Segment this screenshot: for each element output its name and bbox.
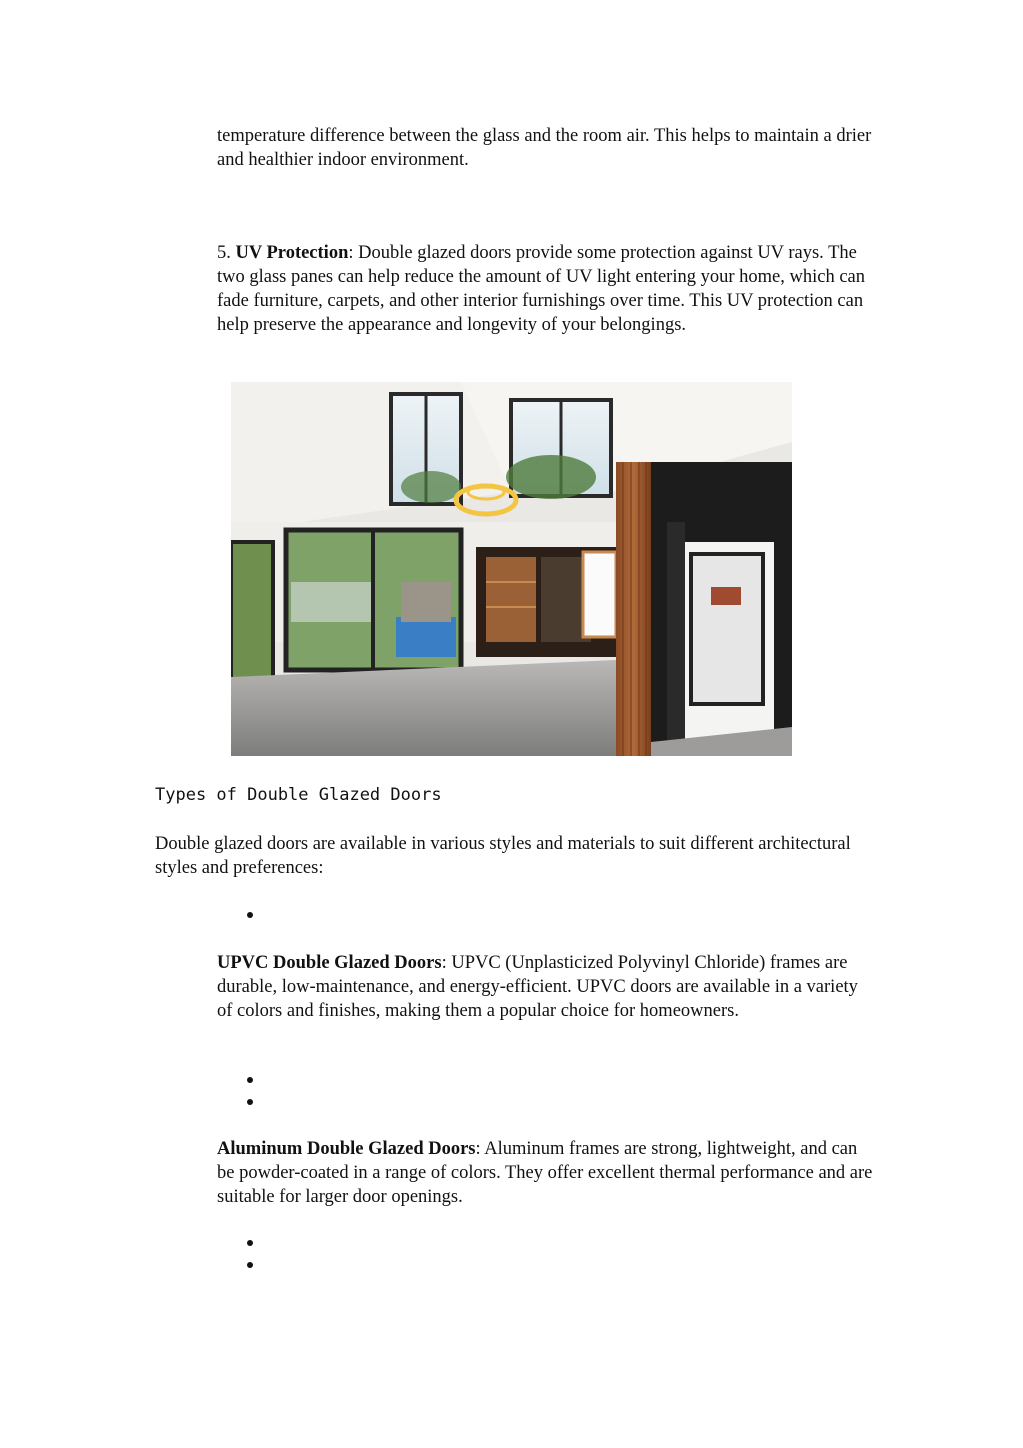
bullet-icon (245, 1075, 255, 1085)
aluminum-body: : Aluminum frames are strong, lightweight, and can be powder-coated in a range of colors. They offer excellent thermal performance and are suitable for larger door openings. (217, 1139, 873, 1207)
bullet-icon (245, 1238, 255, 1248)
section-intro: Double glazed doors are available in various styles and materials to suit different architectural styles and preferences: (155, 834, 851, 878)
list-number: 5. (217, 243, 236, 263)
uv-protection-body: : Double glazed doors provide some protection against UV rays. The two glass panes can help reduce the amount of UV light entering your home, which can fade furniture, carpets, and other interior furnishings over time. This UV protection can help preserve the appearance and longevity of your belongings. (217, 243, 866, 335)
paragraph-aluminum (217, 1137, 877, 1209)
paragraph-condensation-end (217, 124, 877, 172)
paragraph-uv-protection (217, 241, 877, 337)
uv-protection-title: UV Protection (235, 243, 349, 263)
bullet-icon (245, 1097, 255, 1107)
aluminum-title: Aluminum Double Glazed Doors (217, 1139, 476, 1159)
bullet-icon (245, 1260, 255, 1270)
section-heading: Types of Double Glazed Doors (155, 785, 442, 805)
upvc-title: UPVC Double Glazed Doors (217, 953, 442, 973)
bullet-icon (245, 910, 255, 920)
upvc-body: : UPVC (Unplasticized Polyvinyl Chloride) frames are durable, low-maintenance, and energy-efficient. UPVC doors are available in a variety of colors and finishes, making them a popular choice for homeowners. (217, 953, 858, 1021)
paragraph-upvc (217, 951, 877, 1023)
paragraph-text: temperature difference between the glass and the room air. This helps to maintain a drier and healthier indoor environment. (217, 126, 872, 170)
interior-photo (231, 382, 792, 756)
